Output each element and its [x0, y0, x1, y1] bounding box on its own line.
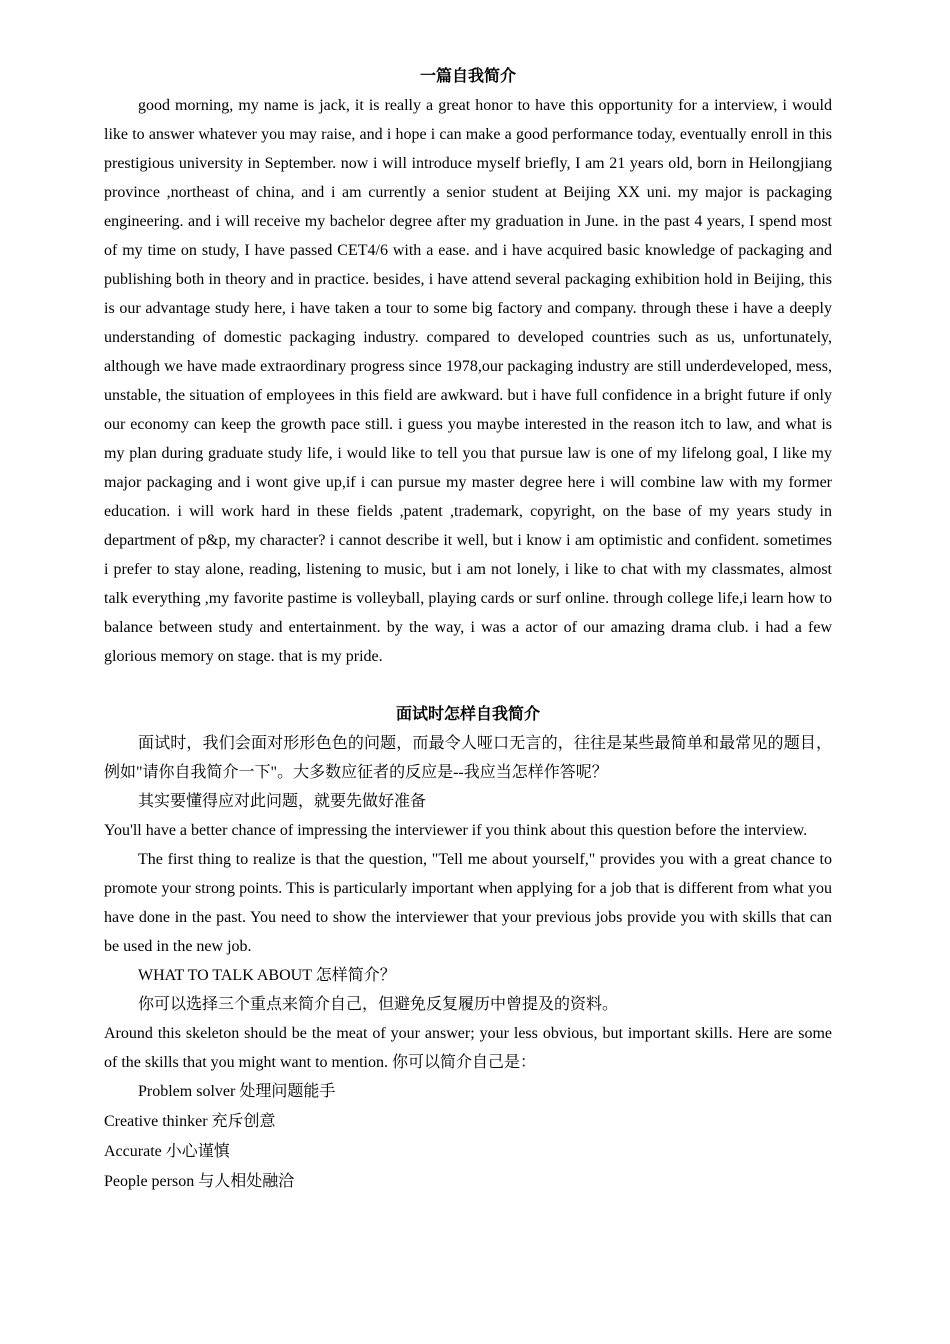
section2-paragraph-3: You'll have a better chance of impressing the interviewer if you think about this question before the interview.	[104, 822, 808, 839]
skill-item: People person 与人相处融洽	[104, 1173, 295, 1190]
section2-paragraph-2: 其实要懂得应对此问题，就要先做好准备	[138, 793, 427, 810]
section2-subheading: WHAT TO TALK ABOUT 怎样简介？	[138, 967, 396, 984]
skill-item: Accurate 小心谨慎	[104, 1143, 230, 1160]
section2-paragraph-7: Around this skeleton should be the meat of your answer; your less obvious, but important skills. Here are some of the skills that you might want to mention. 你可以简介自己是：	[104, 1025, 832, 1071]
section2-paragraph-1: 面试时，我们会面对形形色色的问题，而最令人哑口无言的，往往是某些最简单和最常见的题目，例如"请你自我简介一下"。大多数应征者的反应是--我应当怎样作答呢？	[104, 735, 832, 781]
skill-item: Creative thinker 充斥创意	[104, 1113, 276, 1130]
section-spacer	[104, 671, 832, 700]
section1-paragraph: good morning, my name is jack, it is really a great honor to have this opportunity for a interview, i would like to answer whatever you may raise, and i hope i can make a good performance today, eventually enroll in this prestigious university in September. now i will introduce myself briefly, I am 21 years old, born in Heilongjiang province ,northeast of china, and i am currently a senior student at Beijing XX uni. my major is packaging engineering. and i will receive my bachelor degree after my graduation in June. in the past 4 years, I spend most of my time on study, I have passed CET4/6 with a ease. and i have acquired basic knowledge of packaging and publishing both in theory and in practice. besides, i have attend several packaging exhibition hold in Beijing, this is our advantage study here, i have taken a tour to some big factory and company. through these i have a deeply understanding of domestic packaging industry. compared to developed countries such as us, unfortunately, although we have made extraordinary progress since 1978,our packaging industry are still underdeveloped, mess, unstable, the situation of employees in this field are awkward. but i have full confidence in a bright future if only our economy can keep the growth pace still. i guess you maybe interested in the reason itch to law, and what is my plan during graduate study life, i would like to tell you that pursue law is one of my lifelong goal, I like my major packaging and i wont give up,if i can pursue my master degree here i will combine law with my former education. i will work hard in these fields ,patent ,trademark, copyright, on the base of my years study in department of p&p, my character? i cannot describe it well, but i know i am optimistic and confident. sometimes i prefer to stay alone, reading, listening to music, but i am not lonely, i like to chat with my classmates, almost talk everything ,my favorite pastime is volleyball, playing cards or surf online. through college life,i learn how to balance between study and entertainment. by the way, i was a actor of our amazing drama club. i had a few glorious memory on stage. that is my pride.	[104, 97, 832, 665]
document-page	[104, 62, 832, 1197]
section2-paragraph-4: The first thing to realize is that the question, "Tell me about yourself," provides you with a great chance to promote your strong points. This is particularly important when applying for a job that is different from what you have done in the past. You need to show the interviewer that your previous jobs provide you with skills that can be used in the new job.	[104, 851, 832, 955]
section1-title: 一篇自我简介	[419, 68, 516, 85]
skill-item: Problem solver 处理问题能手	[138, 1083, 336, 1100]
section2-title: 面试时怎样自我简介	[395, 706, 540, 723]
section2-paragraph-6: 你可以选择三个重点来简介自己，但避免反复履历中曾提及的资料。	[138, 996, 619, 1013]
